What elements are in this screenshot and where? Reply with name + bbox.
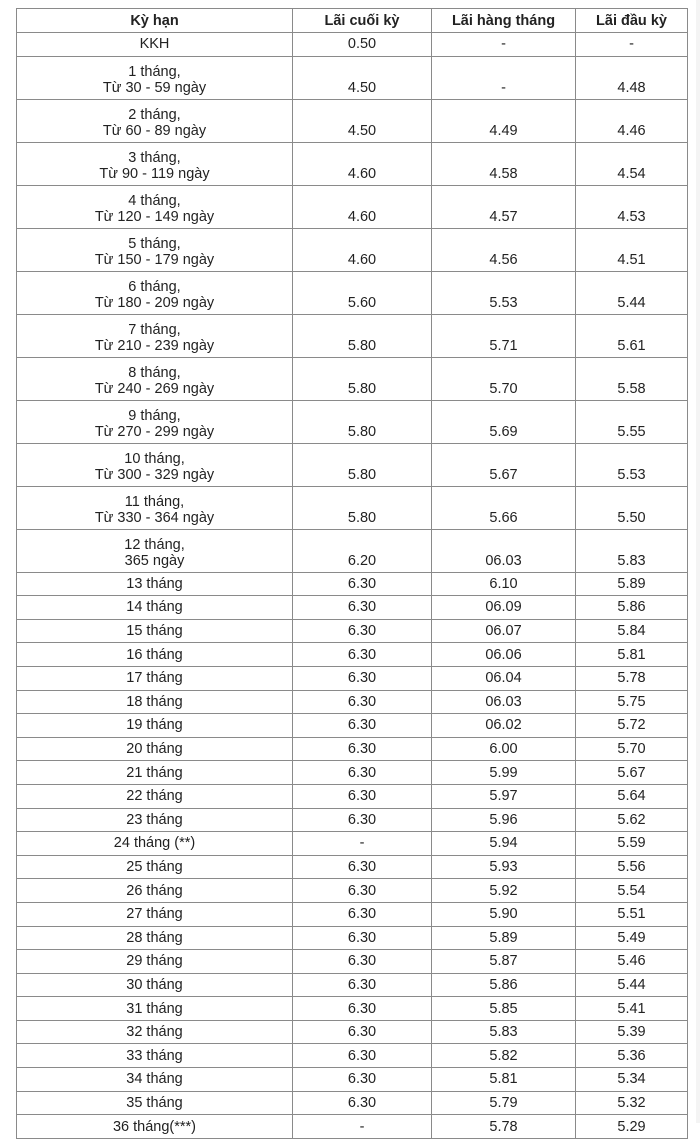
term-cell	[17, 56, 293, 99]
monthly-rate-cell: 5.81	[432, 1068, 576, 1092]
end-of-term-rate-cell: 6.30	[293, 879, 432, 903]
term-label-line: Từ 150 - 179 ngày	[94, 251, 215, 268]
table-row	[17, 572, 688, 596]
monthly-rate-cell: 5.87	[432, 950, 576, 974]
start-of-term-rate-cell: 5.39	[576, 1020, 688, 1044]
monthly-rate-cell: 06.04	[432, 666, 576, 690]
start-of-term-rate-cell: 5.34	[576, 1068, 688, 1092]
table-row	[17, 1044, 688, 1068]
term-label-line: 22 tháng	[126, 788, 183, 805]
monthly-rate-cell: 5.79	[432, 1091, 576, 1115]
table-row	[17, 950, 688, 974]
start-of-term-rate-cell: 4.48	[576, 56, 688, 99]
term-label-line: 18 tháng	[126, 693, 183, 710]
start-of-term-rate-cell: 5.59	[576, 832, 688, 856]
monthly-rate-cell: 5.69	[432, 400, 576, 443]
table-row	[17, 400, 688, 443]
term-label-line: Từ 330 - 364 ngày	[94, 509, 215, 526]
monthly-rate-cell: 5.90	[432, 902, 576, 926]
term-label-line: 21 tháng	[126, 764, 183, 781]
header-end-of-term-rate: Lãi cuối kỳ	[293, 9, 432, 33]
monthly-rate-cell: 5.78	[432, 1115, 576, 1139]
table-row	[17, 1020, 688, 1044]
term-label-line: Từ 240 - 269 ngày	[94, 380, 215, 397]
table-row	[17, 99, 688, 142]
term-cell	[17, 400, 293, 443]
term-cell	[17, 690, 293, 714]
term-cell	[17, 99, 293, 142]
table-row	[17, 1091, 688, 1115]
start-of-term-rate-cell: 5.72	[576, 714, 688, 738]
table-row	[17, 271, 688, 314]
start-of-term-rate-cell: 5.70	[576, 737, 688, 761]
term-label-line: 14 tháng	[126, 599, 183, 616]
end-of-term-rate-cell: 6.30	[293, 761, 432, 785]
table-row	[17, 879, 688, 903]
term-label-line: 31 tháng	[126, 1000, 183, 1017]
start-of-term-rate-cell: -	[576, 33, 688, 57]
term-label-line: 27 tháng	[126, 906, 183, 923]
term-label-line: 1 tháng,	[128, 63, 181, 80]
end-of-term-rate-cell: 6.30	[293, 997, 432, 1021]
start-of-term-rate-cell: 5.81	[576, 643, 688, 667]
term-cell	[17, 33, 293, 57]
start-of-term-rate-cell: 5.44	[576, 271, 688, 314]
end-of-term-rate-cell: 6.20	[293, 529, 432, 572]
end-of-term-rate-cell: 6.30	[293, 643, 432, 667]
table-row	[17, 619, 688, 643]
start-of-term-rate-cell: 5.58	[576, 357, 688, 400]
start-of-term-rate-cell: 5.56	[576, 855, 688, 879]
term-label-line: 35 tháng	[126, 1094, 183, 1111]
table-row	[17, 926, 688, 950]
start-of-term-rate-cell: 5.29	[576, 1115, 688, 1139]
term-cell	[17, 271, 293, 314]
end-of-term-rate-cell: 6.30	[293, 737, 432, 761]
interest-rate-table-container	[16, 8, 687, 1139]
term-cell	[17, 228, 293, 271]
term-cell	[17, 832, 293, 856]
term-cell	[17, 737, 293, 761]
table-row	[17, 596, 688, 620]
table-body	[17, 33, 688, 1139]
monthly-rate-cell: 06.02	[432, 714, 576, 738]
header-monthly-rate: Lãi hàng tháng	[432, 9, 576, 33]
end-of-term-rate-cell: 5.80	[293, 314, 432, 357]
end-of-term-rate-cell: 6.30	[293, 902, 432, 926]
start-of-term-rate-cell: 5.83	[576, 529, 688, 572]
start-of-term-rate-cell: 5.32	[576, 1091, 688, 1115]
end-of-term-rate-cell: 6.30	[293, 619, 432, 643]
monthly-rate-cell: 5.83	[432, 1020, 576, 1044]
term-cell	[17, 486, 293, 529]
term-label-line: 16 tháng	[126, 646, 183, 663]
term-label-line: 6 tháng,	[128, 278, 181, 295]
monthly-rate-cell: 5.85	[432, 997, 576, 1021]
term-label-line: 23 tháng	[126, 811, 183, 828]
table-row	[17, 185, 688, 228]
table-row	[17, 973, 688, 997]
term-label-line: 17 tháng	[126, 670, 183, 687]
term-label-line: 12 tháng,	[124, 536, 185, 553]
table-row	[17, 997, 688, 1021]
term-cell	[17, 784, 293, 808]
table-row	[17, 357, 688, 400]
table-row	[17, 1115, 688, 1139]
table-row	[17, 314, 688, 357]
term-label-line: 365 ngày	[124, 552, 185, 569]
monthly-rate-cell: 5.82	[432, 1044, 576, 1068]
monthly-rate-cell: 5.89	[432, 926, 576, 950]
monthly-rate-cell: 06.07	[432, 619, 576, 643]
end-of-term-rate-cell: -	[293, 1115, 432, 1139]
end-of-term-rate-cell: 6.30	[293, 572, 432, 596]
term-cell	[17, 926, 293, 950]
start-of-term-rate-cell: 5.84	[576, 619, 688, 643]
end-of-term-rate-cell: 6.30	[293, 1020, 432, 1044]
table-row	[17, 855, 688, 879]
table-row	[17, 529, 688, 572]
table-row	[17, 737, 688, 761]
end-of-term-rate-cell: 0.50	[293, 33, 432, 57]
term-label-line: 8 tháng,	[128, 364, 181, 381]
term-label-line: 15 tháng	[126, 623, 183, 640]
term-cell	[17, 761, 293, 785]
term-label-line: KKH	[139, 36, 170, 53]
end-of-term-rate-cell: 6.30	[293, 1091, 432, 1115]
term-cell	[17, 973, 293, 997]
term-label-line: 30 tháng	[126, 976, 183, 993]
monthly-rate-cell: 5.53	[432, 271, 576, 314]
term-cell	[17, 1020, 293, 1044]
start-of-term-rate-cell: 5.89	[576, 572, 688, 596]
term-cell	[17, 619, 293, 643]
table-row	[17, 784, 688, 808]
table-row	[17, 33, 688, 57]
start-of-term-rate-cell: 5.86	[576, 596, 688, 620]
term-label-line: 5 tháng,	[128, 235, 181, 252]
end-of-term-rate-cell: 6.30	[293, 1044, 432, 1068]
end-of-term-rate-cell: 6.30	[293, 855, 432, 879]
start-of-term-rate-cell: 5.64	[576, 784, 688, 808]
table-row	[17, 486, 688, 529]
end-of-term-rate-cell: 4.60	[293, 185, 432, 228]
start-of-term-rate-cell: 5.67	[576, 761, 688, 785]
monthly-rate-cell: -	[432, 56, 576, 99]
monthly-rate-cell: 5.66	[432, 486, 576, 529]
term-cell	[17, 185, 293, 228]
term-cell	[17, 443, 293, 486]
monthly-rate-cell: 5.93	[432, 855, 576, 879]
monthly-rate-cell: 5.67	[432, 443, 576, 486]
term-label-line: 4 tháng,	[128, 192, 181, 209]
term-label-line: 32 tháng	[126, 1024, 183, 1041]
end-of-term-rate-cell: 5.60	[293, 271, 432, 314]
end-of-term-rate-cell: 4.50	[293, 56, 432, 99]
term-cell	[17, 879, 293, 903]
table-row	[17, 832, 688, 856]
table-row	[17, 761, 688, 785]
term-cell	[17, 142, 293, 185]
table-header-row	[17, 9, 688, 33]
start-of-term-rate-cell: 5.75	[576, 690, 688, 714]
term-cell	[17, 666, 293, 690]
end-of-term-rate-cell: 5.80	[293, 486, 432, 529]
term-label-line: 24 tháng (**)	[113, 835, 196, 852]
start-of-term-rate-cell: 5.62	[576, 808, 688, 832]
term-cell	[17, 314, 293, 357]
term-cell	[17, 1068, 293, 1092]
term-cell	[17, 572, 293, 596]
term-label-line: 11 tháng,	[124, 493, 185, 510]
monthly-rate-cell: 06.03	[432, 690, 576, 714]
term-label-line: 19 tháng	[126, 717, 183, 734]
term-label-line: 28 tháng	[126, 929, 183, 946]
term-cell	[17, 643, 293, 667]
monthly-rate-cell: 5.92	[432, 879, 576, 903]
end-of-term-rate-cell: 4.50	[293, 99, 432, 142]
term-cell	[17, 529, 293, 572]
start-of-term-rate-cell: 5.46	[576, 950, 688, 974]
end-of-term-rate-cell: 6.30	[293, 950, 432, 974]
monthly-rate-cell: -	[432, 33, 576, 57]
table-row	[17, 56, 688, 99]
monthly-rate-cell: 6.00	[432, 737, 576, 761]
start-of-term-rate-cell: 5.61	[576, 314, 688, 357]
start-of-term-rate-cell: 5.36	[576, 1044, 688, 1068]
monthly-rate-cell: 5.70	[432, 357, 576, 400]
table-row	[17, 714, 688, 738]
monthly-rate-cell: 4.56	[432, 228, 576, 271]
end-of-term-rate-cell: 6.30	[293, 973, 432, 997]
monthly-rate-cell: 4.58	[432, 142, 576, 185]
start-of-term-rate-cell: 5.78	[576, 666, 688, 690]
monthly-rate-cell: 4.57	[432, 185, 576, 228]
term-cell	[17, 997, 293, 1021]
term-cell	[17, 808, 293, 832]
term-cell	[17, 950, 293, 974]
term-cell	[17, 1044, 293, 1068]
term-label-line: Từ 210 - 239 ngày	[94, 337, 215, 354]
table-row	[17, 142, 688, 185]
table-row	[17, 443, 688, 486]
term-label-line: 20 tháng	[126, 741, 183, 758]
end-of-term-rate-cell: 6.30	[293, 714, 432, 738]
table-row	[17, 808, 688, 832]
start-of-term-rate-cell: 5.55	[576, 400, 688, 443]
term-label-line: Từ 60 - 89 ngày	[102, 122, 207, 139]
table-row	[17, 228, 688, 271]
monthly-rate-cell: 06.03	[432, 529, 576, 572]
monthly-rate-cell: 06.09	[432, 596, 576, 620]
monthly-rate-cell: 5.96	[432, 808, 576, 832]
start-of-term-rate-cell: 4.54	[576, 142, 688, 185]
start-of-term-rate-cell: 5.41	[576, 997, 688, 1021]
table-row	[17, 666, 688, 690]
monthly-rate-cell: 06.06	[432, 643, 576, 667]
term-cell	[17, 1115, 293, 1139]
end-of-term-rate-cell: 6.30	[293, 1068, 432, 1092]
table-row	[17, 902, 688, 926]
term-label-line: 13 tháng	[126, 575, 183, 592]
right-edge-shadow	[696, 0, 700, 1123]
end-of-term-rate-cell: 4.60	[293, 228, 432, 271]
term-cell	[17, 596, 293, 620]
monthly-rate-cell: 5.99	[432, 761, 576, 785]
term-label-line: Từ 180 - 209 ngày	[94, 294, 215, 311]
term-label-line: 34 tháng	[126, 1071, 183, 1088]
end-of-term-rate-cell: 6.30	[293, 808, 432, 832]
start-of-term-rate-cell: 4.46	[576, 99, 688, 142]
term-cell	[17, 855, 293, 879]
header-start-of-term-rate: Lãi đầu kỳ	[576, 9, 688, 33]
monthly-rate-cell: 6.10	[432, 572, 576, 596]
term-cell	[17, 902, 293, 926]
start-of-term-rate-cell: 5.53	[576, 443, 688, 486]
term-label-line: 3 tháng,	[128, 149, 181, 166]
start-of-term-rate-cell: 5.50	[576, 486, 688, 529]
end-of-term-rate-cell: 5.80	[293, 357, 432, 400]
monthly-rate-cell: 5.94	[432, 832, 576, 856]
term-label-line: 10 tháng,	[124, 450, 185, 467]
interest-rate-table	[16, 8, 688, 1139]
end-of-term-rate-cell: 6.30	[293, 926, 432, 950]
table-row	[17, 1068, 688, 1092]
end-of-term-rate-cell: 5.80	[293, 400, 432, 443]
term-label-line: 36 tháng(***)	[112, 1118, 197, 1135]
monthly-rate-cell: 5.97	[432, 784, 576, 808]
header-term: Kỳ hạn	[17, 9, 293, 33]
end-of-term-rate-cell: 6.30	[293, 666, 432, 690]
end-of-term-rate-cell: 6.30	[293, 690, 432, 714]
term-label-line: 26 tháng	[126, 882, 183, 899]
term-label-line: Từ 90 - 119 ngày	[99, 165, 210, 182]
monthly-rate-cell: 5.71	[432, 314, 576, 357]
term-label-line: Từ 30 - 59 ngày	[102, 79, 207, 96]
term-label-line: 7 tháng,	[128, 321, 181, 338]
end-of-term-rate-cell: 4.60	[293, 142, 432, 185]
start-of-term-rate-cell: 4.53	[576, 185, 688, 228]
end-of-term-rate-cell: 5.80	[293, 443, 432, 486]
term-label-line: 2 tháng,	[128, 106, 181, 123]
term-cell	[17, 1091, 293, 1115]
start-of-term-rate-cell: 5.49	[576, 926, 688, 950]
start-of-term-rate-cell: 4.51	[576, 228, 688, 271]
table-row	[17, 690, 688, 714]
end-of-term-rate-cell: -	[293, 832, 432, 856]
term-label-line: Từ 300 - 329 ngày	[94, 466, 215, 483]
term-cell	[17, 714, 293, 738]
table-row	[17, 643, 688, 667]
end-of-term-rate-cell: 6.30	[293, 596, 432, 620]
term-label-line: Từ 270 - 299 ngày	[94, 423, 215, 440]
monthly-rate-cell: 5.86	[432, 973, 576, 997]
term-label-line: Từ 120 - 149 ngày	[94, 208, 215, 225]
term-label-line: 29 tháng	[126, 953, 183, 970]
term-label-line: 25 tháng	[126, 859, 183, 876]
term-label-line: 9 tháng,	[128, 407, 181, 424]
end-of-term-rate-cell: 6.30	[293, 784, 432, 808]
start-of-term-rate-cell: 5.44	[576, 973, 688, 997]
monthly-rate-cell: 4.49	[432, 99, 576, 142]
term-label-line: 33 tháng	[126, 1047, 183, 1064]
start-of-term-rate-cell: 5.54	[576, 879, 688, 903]
term-cell	[17, 357, 293, 400]
start-of-term-rate-cell: 5.51	[576, 902, 688, 926]
